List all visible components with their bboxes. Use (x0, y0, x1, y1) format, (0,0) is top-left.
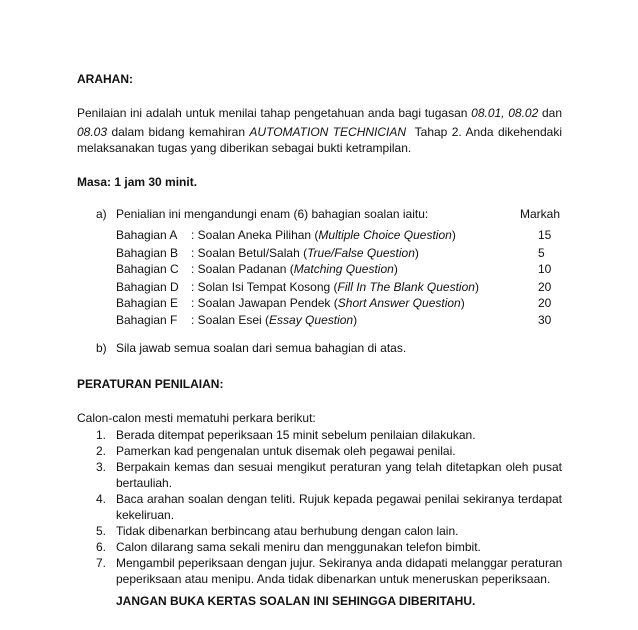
english-term: Essay Question (269, 313, 354, 327)
english-term: True/False Question (307, 246, 415, 260)
english-term: Fill In The Blank Question (337, 280, 475, 294)
rule-text-line: Mengambil peperiksaan dengan jujur. Sekiranya anda didapati melanggar peraturan (116, 556, 563, 570)
footer-warning: JANGAN BUKA KERTAS SOALAN INI SEHINGGA DIBERITAHU. (116, 594, 476, 608)
section-description (191, 246, 419, 260)
section-description (191, 280, 479, 294)
text-run: : Soalan Aneka Pilihan ( (191, 228, 319, 242)
task-code: 08.03 (77, 125, 108, 139)
section-name: Bahagian A (116, 228, 178, 242)
text-run: dan (538, 106, 562, 120)
rule-text-line: Tidak dibenarkan berbincang atau berhubung dengan calon lain. (116, 524, 459, 538)
english-term: Matching Question (293, 262, 394, 276)
rule-number: 5. (96, 524, 107, 538)
text-run: ) (353, 313, 358, 327)
text-run: : Soalan Esei ( (191, 313, 270, 327)
section-row (0, 228, 638, 242)
english-term: Short Answer Question (337, 296, 461, 310)
section-marks: 20 (538, 280, 552, 294)
section-marks: 10 (538, 262, 552, 276)
rule-text-line: Pamerkan kad pengenalan untuk disemak oleh pegawai penilai. (116, 444, 456, 458)
section-marks: 5 (538, 246, 545, 260)
text-run: ) (474, 280, 479, 294)
arahan-heading: ARAHAN: (77, 72, 133, 86)
rule-number: 1. (96, 428, 107, 442)
english-term: Multiple Choice Question (318, 228, 452, 242)
rule-text-line: bertauliah. (116, 476, 173, 490)
text-run: ) (451, 228, 456, 242)
peraturan-intro: Calon-calon mesti mematuhi perkara berikut: (77, 411, 316, 425)
section-marks: 30 (538, 313, 552, 327)
section-description (191, 262, 398, 276)
rule-number: 3. (96, 460, 107, 474)
rule-text-line: kekeliruan. (116, 508, 175, 522)
part-a-label: a) (96, 207, 107, 221)
text-run: ) (393, 262, 398, 276)
section-description (191, 296, 465, 310)
text-run: Tahap 2. Anda dikehendaki (406, 125, 562, 139)
part-b-label: b) (96, 341, 107, 355)
task-codes: 08.01, 08.02 (471, 106, 539, 120)
arahan-paragraph-line-2 (77, 125, 562, 139)
rule-text-line: Berada ditempat peperiksaan 15 minit sebelum penilaian dilakukan. (116, 428, 476, 442)
text-run: ) (460, 296, 465, 310)
rule-number: 2. (96, 444, 107, 458)
section-marks: 20 (538, 296, 552, 310)
rule-number: 4. (96, 492, 107, 506)
masa-duration: Masa: 1 jam 30 minit. (77, 175, 198, 189)
section-marks: 15 (538, 228, 552, 242)
rule-text-line: peperiksaan atau menipu. Anda tidak dibenarkan untuk meneruskan peperiksaan. (116, 572, 551, 586)
skill-name: AUTOMATION TECHNICIAN (249, 125, 407, 139)
section-name: Bahagian E (116, 296, 179, 310)
rule-number: 6. (96, 540, 107, 554)
section-row (0, 313, 638, 327)
section-description (191, 228, 456, 242)
rule-text-line: Baca arahan soalan dengan teliti. Rujuk kepada pegawai penilai sekiranya terdapat (116, 492, 562, 506)
text-run: dalam bidang kemahiran (107, 125, 250, 139)
arahan-paragraph-line-1 (77, 106, 562, 120)
rule-number: 7. (96, 556, 107, 570)
part-a-text: Penialian ini mengandungi enam (6) bahagian soalan iaitu: (116, 207, 429, 221)
section-row (0, 262, 638, 276)
part-b-text: Sila jawab semua soalan dari semua bahagian di atas. (116, 341, 407, 355)
section-name: Bahagian F (116, 313, 178, 327)
arahan-paragraph-line-3: melaksanakan tugas yang diberikan sebagai bukti ketrampilan. (77, 141, 412, 155)
text-run: : Soalan Betul/Salah ( (191, 246, 308, 260)
section-row (0, 280, 638, 294)
section-name: Bahagian D (116, 280, 179, 294)
section-name: Bahagian B (116, 246, 179, 260)
text-run: : Soalan Padanan ( (191, 262, 294, 276)
section-description (191, 313, 357, 327)
text-run: ) (414, 246, 419, 260)
text-run: Penilaian ini adalah untuk menilai tahap pengetahuan anda bagi tugasan (77, 106, 472, 120)
rule-text-line: Calon dilarang sama sekali meniru dan menggunakan telefon bimbit. (116, 540, 481, 554)
text-run: : Soalan Jawapan Pendek ( (191, 296, 338, 310)
section-row (0, 296, 638, 310)
section-row (0, 246, 638, 260)
rule-text-line: Berpakain kemas dan sesuai mengikut peraturan yang telah ditetapkan oleh pusat (116, 460, 562, 474)
section-name: Bahagian C (116, 262, 179, 276)
markah-header: Markah (520, 207, 561, 221)
text-run: : Solan Isi Tempat Kosong ( (191, 280, 338, 294)
peraturan-heading: PERATURAN PENILAIAN: (77, 377, 224, 391)
